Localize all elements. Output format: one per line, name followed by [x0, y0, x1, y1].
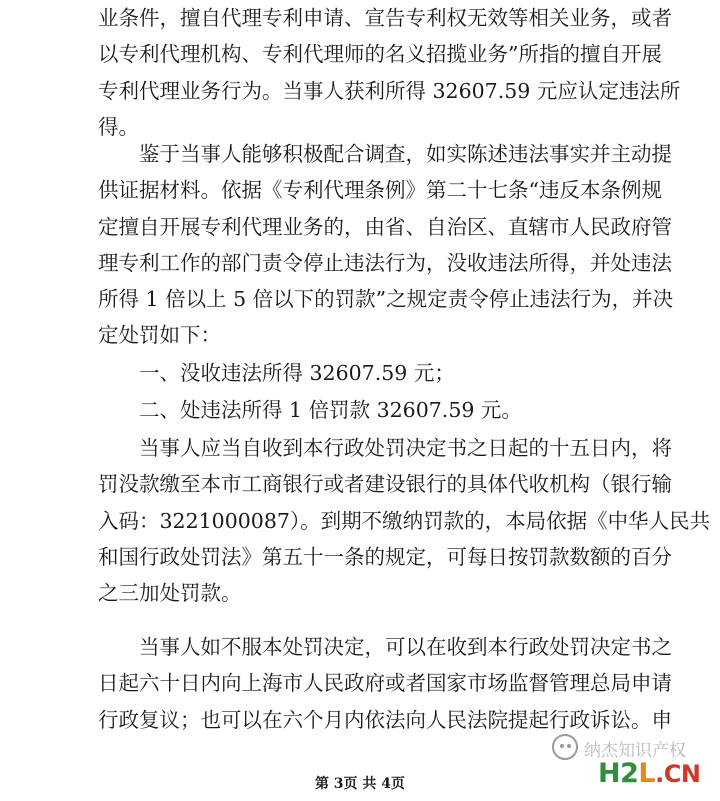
paragraph-payment-instructions — [98, 430, 711, 611]
text-line: 得。 — [98, 114, 139, 139]
text-line: 专利代理业务行为。当事人获利所得 32607.59 元应认定违法所 — [98, 78, 681, 103]
logo-part-cn: .CN — [655, 760, 701, 788]
watermark-account-name: 纳杰知识产权 — [584, 741, 686, 761]
page-number-footer: 第 3页 共 4页 — [314, 776, 406, 792]
watermark — [550, 734, 710, 796]
logo-part-l: L — [638, 758, 656, 789]
text-line: 理专利工作的部门责令停止违法行为，没收违法所得，并处违法 — [98, 250, 672, 275]
watermark-site-logo — [598, 758, 700, 789]
text-line: 之三加处罚款。 — [98, 581, 242, 606]
text-line: 入码：3221000087）。到期不缴纳罚款的，本局依据《中华人民共 — [98, 508, 711, 533]
text-line: 以专利代理机构、专利代理师的名义招揽业务”所指的擅自开展 — [98, 42, 662, 67]
text-line: 和国行政处罚法》第五十一条的规定，可每日按罚款数额的百分 — [98, 544, 672, 569]
text-line: 定擅自开展专利代理业务的，由省、自治区、直辖市人民政府管 — [98, 214, 672, 239]
text-line: 供证据材料。依据《专利代理条例》第二十七条“违反本条例规 — [98, 178, 662, 203]
text-line: 日起六十日内向上海市人民政府或者国家市场监督管理总局申请 — [98, 671, 672, 696]
logo-part-h2: H2 — [598, 758, 639, 789]
text-line: 罚没款缴至本市工商银行或者建设银行的具体代收机构（银行输 — [98, 472, 672, 497]
paragraph-penalty-item-1 — [98, 355, 628, 391]
text-line: 行政复议；也可以在六个月内依法向人民法院提起行政诉讼。申 — [98, 707, 672, 732]
text-line: 一、没收违法所得 32607.59 元； — [98, 361, 455, 385]
text-line: 所得 1 倍以上 5 倍以下的罚款”之规定责令停止违法行为，并决 — [98, 287, 674, 312]
paragraph-legal-definition — [98, 0, 681, 145]
paragraph-appeal-rights — [98, 629, 672, 738]
paragraph-penalty-basis — [98, 136, 674, 354]
wechat-icon — [552, 734, 578, 760]
text-line: 当事人如不服本处罚决定，可以在收到本行政处罚决定书之 — [98, 635, 672, 659]
text-line: 当事人应当自收到本行政处罚决定书之日起的十五日内，将 — [98, 436, 672, 460]
text-line: 二、处违法所得 1 倍罚款 32607.59 元。 — [98, 398, 522, 422]
paragraph-penalty-item-2 — [98, 392, 628, 428]
text-line: 鉴于当事人能够积极配合调查，如实陈述违法事实并主动提 — [98, 142, 672, 166]
text-line: 定处罚如下： — [98, 323, 221, 348]
text-line: 业条件，擅自代理专利申请、宣告专利权无效等相关业务，或者 — [98, 6, 672, 30]
